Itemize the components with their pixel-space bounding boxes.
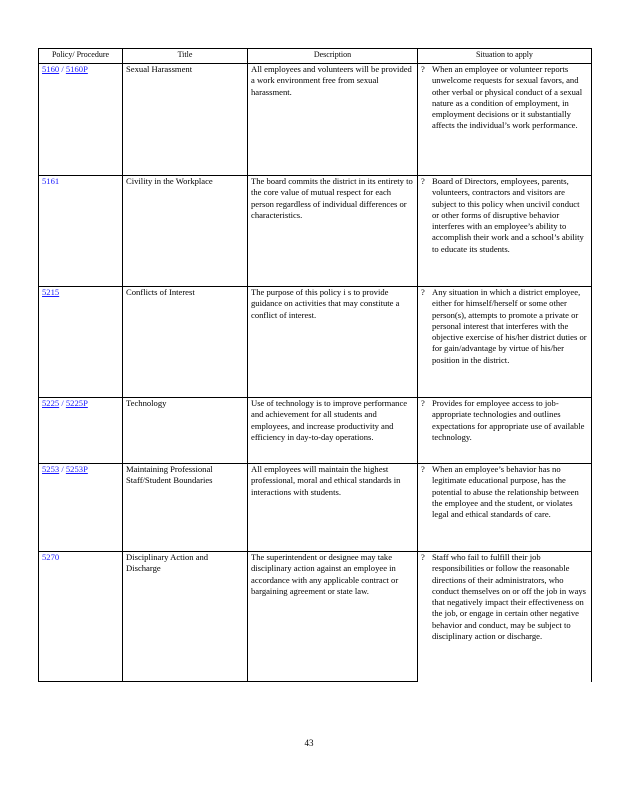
policy-title: Disciplinary Action and Discharge xyxy=(123,552,248,682)
policy-title: Conflicts of Interest xyxy=(123,287,248,398)
situation-text: Provides for employee access to job-appropriate technologies and outlines expectations for appropriate use of available technology. xyxy=(432,398,585,442)
header-title: Title xyxy=(123,49,248,64)
policy-description: The board commits the district in its entirety to the core value of mutual respect for each person regardless of individual differences or characteristics. xyxy=(248,176,418,287)
bullet-glyph: ? xyxy=(421,287,425,297)
situation-item xyxy=(421,398,588,443)
table-row xyxy=(39,398,592,464)
policy-code-cell xyxy=(39,64,123,176)
situation-item xyxy=(421,64,588,132)
situation-item xyxy=(421,176,588,255)
policy-situation-cell xyxy=(418,398,592,464)
policy-situation-cell xyxy=(418,464,592,552)
policy-description: Use of technology is to improve performance and achievement for all students and employees, and increase productivity and efficiency in day-to-day operations. xyxy=(248,398,418,464)
policy-code-cell xyxy=(39,464,123,552)
policy-description: The purpose of this policy i s to provide guidance on activities that may constitute a conflict of interest. xyxy=(248,287,418,398)
policy-code-cell xyxy=(39,552,123,682)
policy-code-link[interactable]: 5253 xyxy=(42,464,60,474)
situation-text: Any situation in which a district employee, either for himself/herself or some other person(s), attempts to promote a private or personal interest that interferes with the objective exercise of his/her district duties or for gain/advantage by virtue of his/her position in the district. xyxy=(432,287,587,365)
situation-item xyxy=(421,552,588,642)
bullet-glyph: ? xyxy=(421,464,425,474)
policy-code-link[interactable]: 5253P xyxy=(65,464,88,474)
policy-code-link[interactable]: 5270 xyxy=(42,552,60,562)
header-description: Description xyxy=(248,49,418,64)
header-policy-procedure: Policy/ Procedure xyxy=(39,49,123,64)
situation-text: When an employee’s behavior has no legitimate educational purpose, has the potential to abuse the relationship between the employee and the student, or violates legal and ethical standards of care. xyxy=(432,464,579,520)
policy-description: All employees and volunteers will be provided a work environment free from sexual harassment. xyxy=(248,64,418,176)
policy-code-cell xyxy=(39,287,123,398)
bullet-glyph: ? xyxy=(421,64,425,74)
table-row xyxy=(39,176,592,287)
header-situation: Situation to apply xyxy=(418,49,592,64)
policy-code-link[interactable]: 5161 xyxy=(42,176,60,186)
policy-code-link[interactable]: 5160 xyxy=(42,64,60,74)
policy-title: Sexual Harassment xyxy=(123,64,248,176)
situation-text: Staff who fail to fulfill their job responsibilities or follow the reasonable directions of their administrators, who conduct themselves on or off the job in ways that negatively impact their effectiveness on the job, or engage in certain other negative behavior and conduct, may be subject to disciplinary action or discharge. xyxy=(432,552,587,642)
situation-text: When an employee or volunteer reports unwelcome requests for sexual favors, and other verbal or physical conduct of a sexual nature as a condition of employment, in employment decisions or it substantially affects the individual’s work performance. xyxy=(432,64,583,131)
situation-item xyxy=(421,287,588,366)
policy-situation-cell xyxy=(418,64,592,176)
code-separator: / xyxy=(59,64,66,74)
policy-situation-cell xyxy=(418,176,592,287)
table-header-row xyxy=(39,49,592,64)
policy-title: Technology xyxy=(123,398,248,464)
policy-situation-cell xyxy=(418,552,592,682)
policy-situation-cell xyxy=(418,287,592,398)
policy-code-link[interactable]: 5160P xyxy=(65,64,88,74)
code-separator: / xyxy=(59,464,66,474)
policy-title: Maintaining Professional Staff/Student Boundaries xyxy=(123,464,248,552)
policy-table xyxy=(38,48,592,682)
policy-description: All employees will maintain the highest professional, moral and ethical standards in interactions with students. xyxy=(248,464,418,552)
policy-code-link[interactable]: 5225 xyxy=(42,398,60,408)
table-row xyxy=(39,464,592,552)
situation-item xyxy=(421,464,588,520)
table-row xyxy=(39,287,592,398)
bullet-glyph: ? xyxy=(421,398,425,408)
bullet-glyph: ? xyxy=(421,176,425,186)
policy-code-link[interactable]: 5225P xyxy=(65,398,88,408)
policy-code-link[interactable]: 5215 xyxy=(42,287,60,297)
situation-text: Board of Directors, employees, parents, volunteers, contractors and visitors are subject to this policy when uncivil conduct or other forms of disruptive behavior interferes with an employee’s ability to accomplish their work and a school’s ability to educate its students. xyxy=(432,176,584,254)
policy-code-cell xyxy=(39,398,123,464)
table-row xyxy=(39,552,592,682)
page-number: 43 xyxy=(304,738,314,748)
policy-title: Civility in the Workplace xyxy=(123,176,248,287)
code-separator: / xyxy=(59,398,66,408)
policy-code-cell xyxy=(39,176,123,287)
table-row xyxy=(39,64,592,176)
bullet-glyph: ? xyxy=(421,552,425,562)
policy-description: The superintendent or designee may take disciplinary action against an employee in accordance with any applicable contract or bargaining agreement or state law. xyxy=(248,552,418,682)
